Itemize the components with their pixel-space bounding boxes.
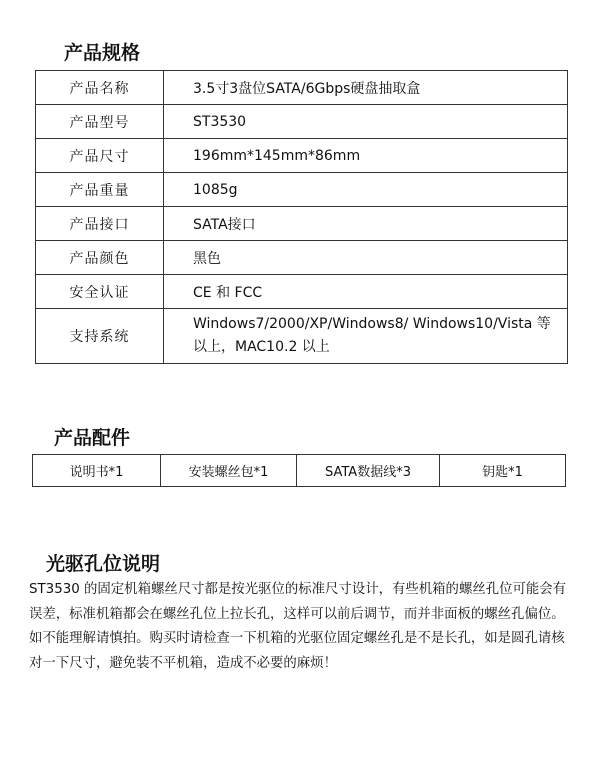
table-row [36,275,568,309]
spec-key: 产品尺寸 [36,139,164,173]
spec-key: 产品型号 [36,105,164,139]
accessories-section-title: 产品配件 [54,427,131,449]
spec-value: 3.5寸3盘位SATA/6Gbps硬盘抽取盒 [164,71,568,105]
spec-value: 黑色 [164,241,568,275]
accessory-item: 安装螺丝包*1 [161,455,297,487]
spec-key: 产品名称 [36,71,164,105]
spec-key: 安全认证 [36,275,164,309]
spec-key: 产品接口 [36,207,164,241]
spec-value: ST3530 [164,105,568,139]
spec-value: 1085g [164,173,568,207]
table-row [36,71,568,105]
table-row [36,173,568,207]
table-row [36,241,568,275]
accessory-item: 钥匙*1 [440,455,566,487]
accessory-item: 说明书*1 [33,455,161,487]
table-row [33,455,566,487]
table-row [36,309,568,364]
table-row [36,207,568,241]
spec-section-title: 产品规格 [64,42,141,64]
spec-table [35,70,568,364]
table-row [36,105,568,139]
spec-value: CE 和 FCC [164,275,568,309]
spec-key: 产品重量 [36,173,164,207]
spec-value: Windows7/2000/XP/Windows8/ Windows10/Vista 等以上，MAC10.2 以上 [164,309,568,364]
accessories-table [32,454,566,487]
table-row [36,139,568,173]
spec-value: SATA接口 [164,207,568,241]
drive-description: ST3530 的固定机箱螺丝尺寸都是按光驱位的标准尺寸设计，有些机箱的螺丝孔位可能会有误差，标准机箱都会在螺丝孔位上拉长孔，这样可以前后调节，而并非面板的螺丝孔偏位。如不能理解请慎拍。购买时请检查一下机箱的光驱位固定螺丝孔是不是长孔，如是圆孔请核对一下尺寸，避免装不平机箱，造成不必要的麻烦！ [29,582,567,671]
spec-value: 196mm*145mm*86mm [164,139,568,173]
accessory-item: SATA数据线*3 [297,455,440,487]
spec-key: 支持系统 [36,309,164,364]
drive-section-title: 光驱孔位说明 [46,553,161,575]
spec-key: 产品颜色 [36,241,164,275]
